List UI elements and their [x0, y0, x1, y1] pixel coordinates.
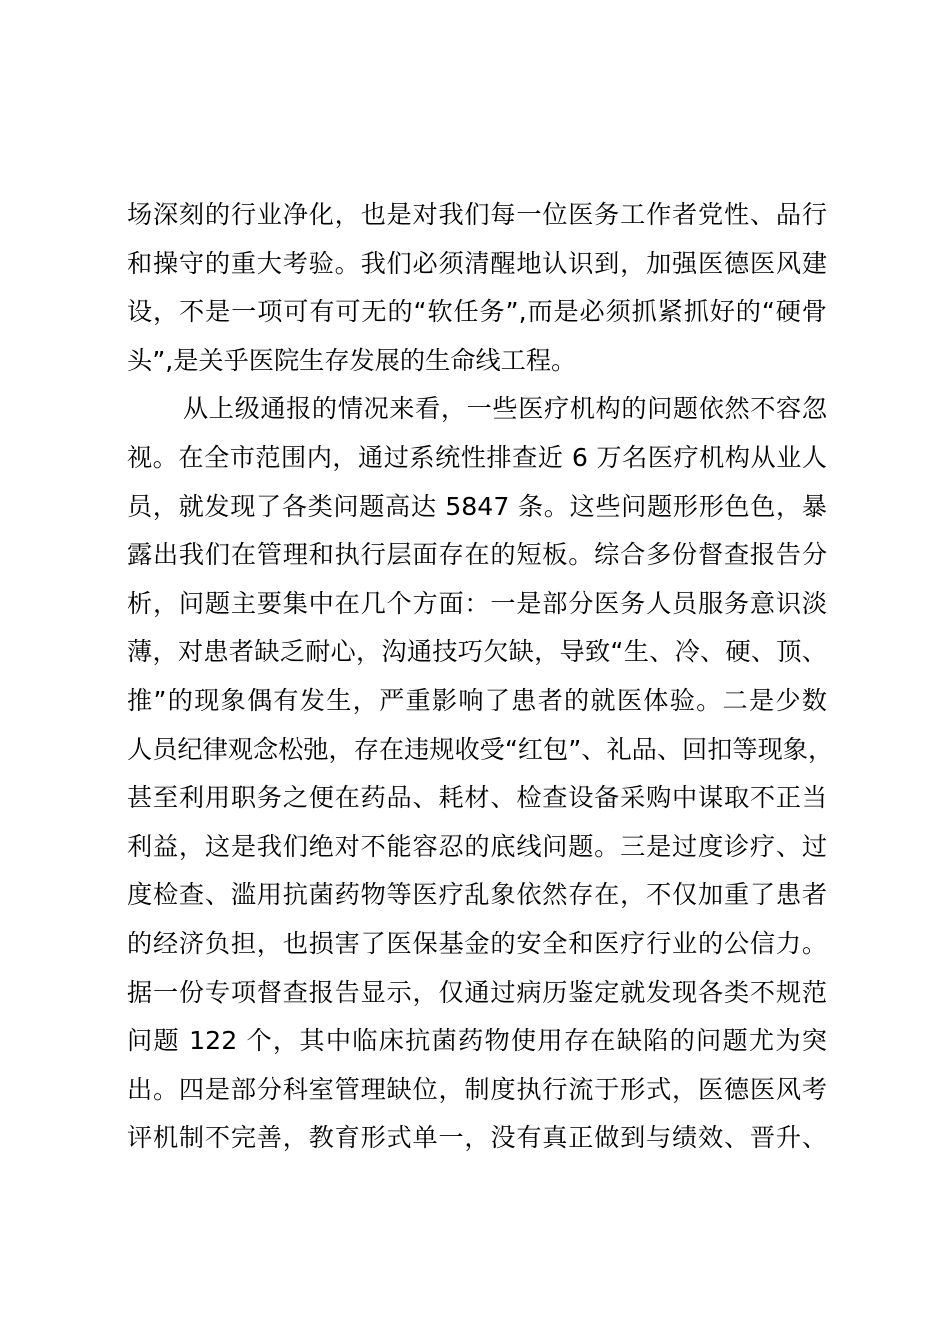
- text-line: 从上级通报的情况来看，一些医疗机构的问题依然不容忽: [183, 394, 827, 424]
- text-line: 视。在全市范围内，通过系统性排查近 6 万名医疗机构从业人: [127, 442, 827, 472]
- text-line: 利益，这是我们绝对不能容忍的底线问题。三是过度诊疗、过: [127, 831, 827, 861]
- text-line: 和操守的重大考验。我们必须清醒地认识到，加强医德医风建: [127, 248, 827, 278]
- text-line: 设，不是一项可有可无的“软任务”,而是必须抓紧抓好的“硬骨: [127, 297, 827, 327]
- text-line: 露出我们在管理和执行层面存在的短板。综合多份督查报告分: [127, 540, 827, 570]
- text-line: 问题 122 个，其中临床抗菌药物使用存在缺陷的问题尤为突: [127, 1026, 827, 1056]
- text-line: 评机制不完善，教育形式单一，没有真正做到与绩效、晋升、: [127, 1123, 827, 1153]
- text-line: 出。四是部分科室管理缺位，制度执行流于形式，医德医风考: [127, 1074, 827, 1104]
- text-line: 推”的现象偶有发生，严重影响了患者的就医体验。二是少数: [127, 685, 827, 715]
- text-line: 的经济负担，也损害了医保基金的安全和医疗行业的公信力。: [127, 928, 827, 958]
- document-page: [127, 193, 834, 1165]
- paragraph-1: [127, 193, 827, 387]
- paragraph-2: [127, 387, 834, 1165]
- text-line: 甚至利用职务之便在药品、耗材、检查设备采购中谋取不正当: [127, 783, 827, 813]
- text-line: 头”,是关乎医院生存发展的生命线工程。: [127, 345, 577, 375]
- text-line: 度检查、滥用抗菌药物等医疗乱象依然存在，不仅加重了患者: [127, 880, 827, 910]
- text-line: 场深刻的行业净化，也是对我们每一位医务工作者党性、品行: [127, 200, 827, 229]
- text-line: 薄，对患者缺乏耐心，沟通技巧欠缺，导致“生、冷、硬、顶、: [127, 637, 827, 667]
- text-line: 析，问题主要集中在几个方面：一是部分医务人员服务意识淡: [127, 588, 827, 618]
- text-line: 据一份专项督查报告显示，仅通过病历鉴定就发现各类不规范: [127, 977, 827, 1007]
- text-line: 人员纪律观念松弛，存在违规收受“红包”、礼品、回扣等现象，: [127, 734, 834, 764]
- text-line: 员，就发现了各类问题高达 5847 条。这些问题形形色色，暴: [127, 491, 827, 521]
